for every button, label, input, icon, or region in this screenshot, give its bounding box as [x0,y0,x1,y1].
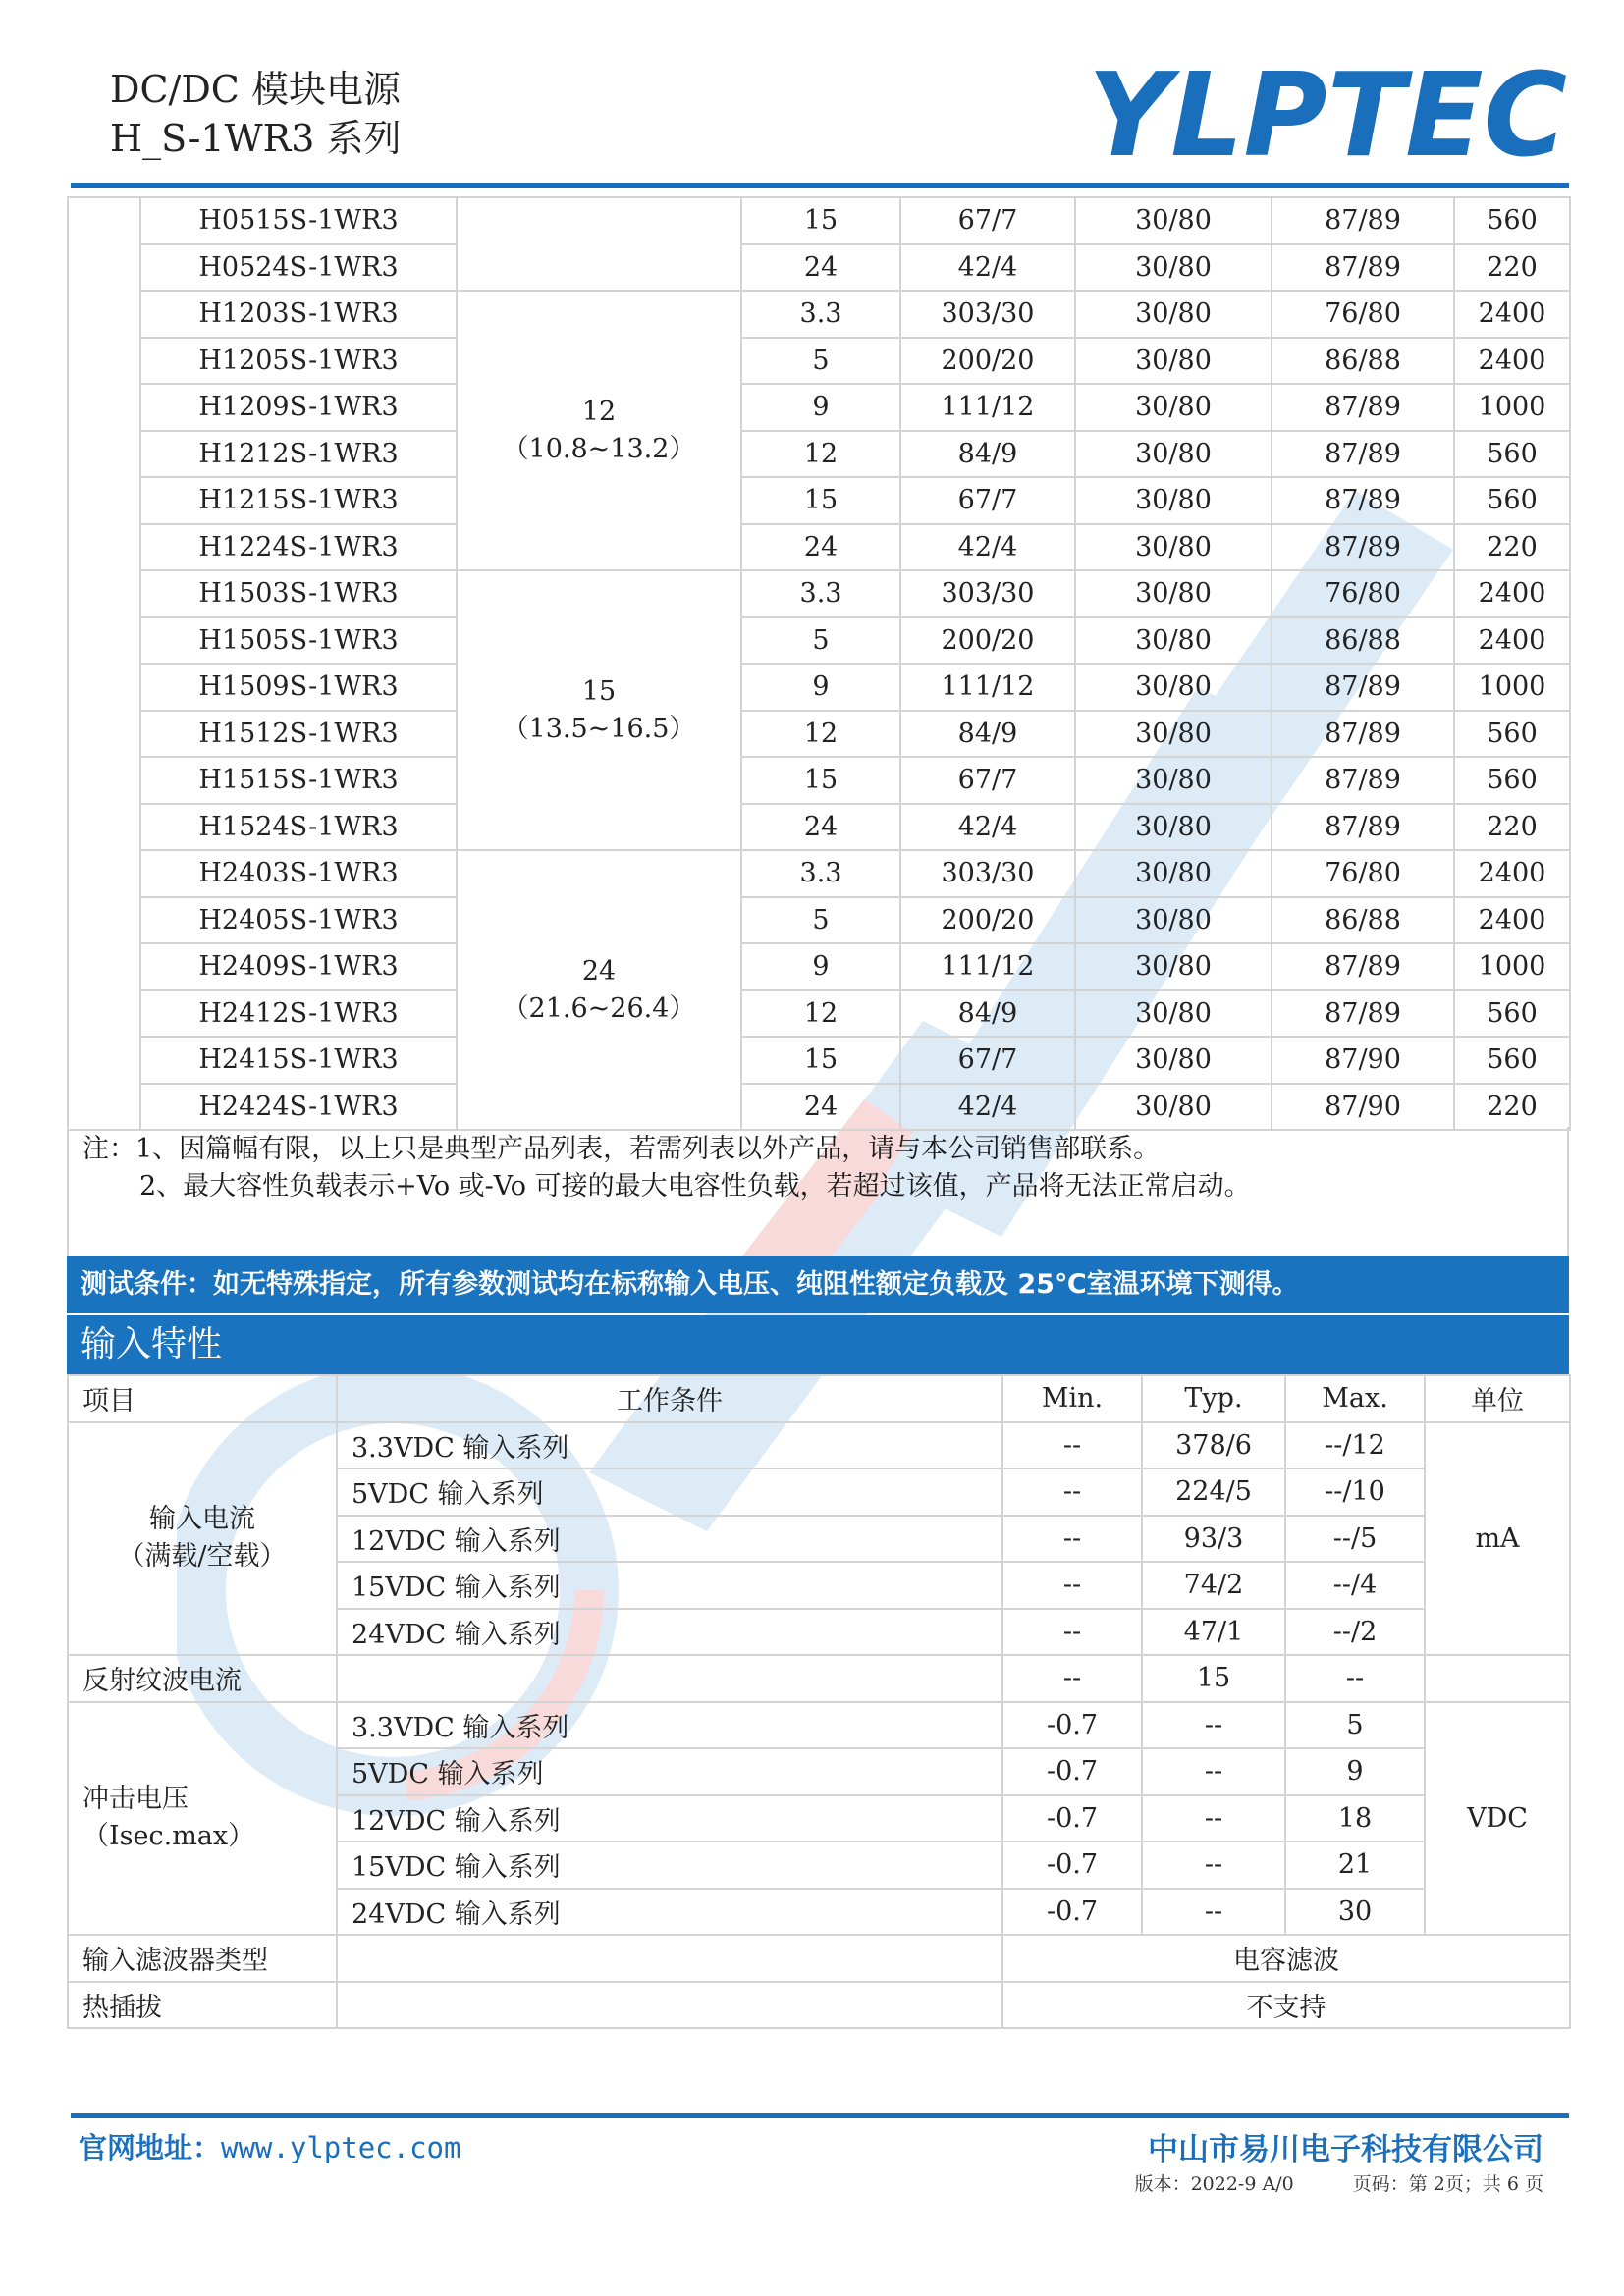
output-current-cell: 42/4 [900,244,1075,292]
title-line-2: H_S-1WR3 系列 [110,117,402,160]
vin-nominal: 24 [581,955,617,987]
model-cell: H1512S-1WR3 [140,711,457,758]
website-label: 官网地址： [79,2131,222,2164]
capacitive-load-cell: 30/80 [1075,291,1272,338]
note-2: 2、最大容性负载表示+Vo 或-Vo 可接的最大电容性负载，若超过该值，产品将无法正常启动。 [139,1171,1251,1201]
output-current-cell: 303/30 [900,850,1075,897]
output-voltage-cell: 15 [741,477,900,524]
max-cap-load-cell: 2400 [1454,570,1570,617]
table-row [68,431,1570,478]
efficiency-cell: 87/89 [1272,943,1454,990]
capacitive-load-cell: 30/80 [1075,664,1272,711]
header-unit: 单位 [1425,1375,1570,1422]
min-cell: -- [1002,1468,1142,1516]
table-row [68,244,1570,292]
table-notes [67,1127,1569,1256]
max-cap-load-cell: 1000 [1454,384,1570,431]
typ-cell: 74/2 [1142,1562,1285,1609]
table-row [68,897,1570,944]
max-cap-load-cell: 220 [1454,244,1570,292]
table-row [68,384,1570,431]
capacitive-load-cell: 30/80 [1075,477,1272,524]
model-cell: H1505S-1WR3 [140,617,457,665]
capacitive-load-cell: 30/80 [1075,197,1272,244]
table-row [68,1084,1570,1131]
table-row [68,943,1570,990]
typ-cell: 378/6 [1142,1422,1285,1469]
capacitive-load-cell: 30/80 [1075,338,1272,385]
typ-cell: 93/3 [1142,1516,1285,1563]
max-cap-load-cell: 560 [1454,197,1570,244]
table-row [68,338,1570,385]
output-voltage-cell: 5 [741,897,900,944]
output-voltage-cell: 12 [741,990,900,1038]
unit-cell [1425,1655,1570,1702]
output-current-cell: 84/9 [900,431,1075,478]
max-cell: -- [1285,1655,1425,1702]
output-voltage-cell: 9 [741,384,900,431]
company-name: 中山市易川电子科技有限公司 [1148,2132,1543,2167]
condition-cell [337,1655,1002,1702]
efficiency-cell: 87/89 [1272,524,1454,571]
table-row [68,664,1570,711]
max-cap-load-cell: 560 [1454,431,1570,478]
input-voltage-cell [457,291,741,570]
condition-cell [337,1982,1002,2029]
output-voltage-cell: 24 [741,524,900,571]
output-current-cell: 200/20 [900,617,1075,665]
efficiency-cell: 87/89 [1272,197,1454,244]
max-cap-load-cell: 2400 [1454,850,1570,897]
min-cell: -- [1002,1516,1142,1563]
min-cell: -0.7 [1002,1702,1142,1749]
model-cell: H2409S-1WR3 [140,943,457,990]
efficiency-cell: 76/80 [1272,291,1454,338]
output-voltage-cell: 3.3 [741,291,900,338]
max-cap-load-cell: 2400 [1454,291,1570,338]
website [79,2126,460,2166]
note-1: 注：1、因篇幅有限，以上只是典型产品列表，若需列表以外产品，请与本公司销售部联系。 [82,1134,1161,1164]
svg-text:YLPTEC: YLPTEC [1088,61,1567,169]
model-cell: H2424S-1WR3 [140,1084,457,1131]
condition-cell: 12VDC 输入系列 [337,1516,1002,1563]
output-voltage-cell: 12 [741,431,900,478]
hotplug-label: 热插拔 [68,1982,337,2029]
max-cell: 30 [1285,1889,1425,1936]
output-voltage-cell: 15 [741,757,900,804]
website-link[interactable]: www.ylptec.com [221,2131,461,2164]
typ-cell: -- [1142,1889,1285,1936]
min-cell: -0.7 [1002,1842,1142,1889]
efficiency-cell: 87/89 [1272,711,1454,758]
output-current-cell: 111/12 [900,943,1075,990]
model-cell: H1524S-1WR3 [140,804,457,851]
max-cell: 9 [1285,1748,1425,1795]
header-max: Max. [1285,1375,1425,1422]
header-min: Min. [1002,1375,1142,1422]
output-current-cell: 84/9 [900,990,1075,1038]
output-current-cell: 42/4 [900,804,1075,851]
input-characteristics-table [67,1374,1571,2029]
max-cell: 18 [1285,1795,1425,1842]
min-cell: -- [1002,1655,1142,1702]
min-cell: -- [1002,1422,1142,1469]
vin-range: （21.6~26.4） [502,992,696,1024]
capacitive-load-cell: 30/80 [1075,850,1272,897]
model-cell: H1215S-1WR3 [140,477,457,524]
vin-range: （13.5~16.5） [502,713,696,744]
item-label-line: （满载/空载） [118,1541,287,1573]
typ-cell: -- [1142,1748,1285,1795]
max-cap-load-cell: 1000 [1454,943,1570,990]
output-current-cell: 200/20 [900,897,1075,944]
test-condition-bar: 测试条件：如无特殊指定，所有参数测试均在标称输入电压、纯阻性额定负载及 25℃室温环境下测得。 [67,1256,1569,1313]
max-cap-load-cell: 220 [1454,524,1570,571]
output-current-cell: 67/7 [900,757,1075,804]
header-rule [71,183,1569,188]
filter-label: 输入滤波器类型 [68,1935,337,1982]
typ-cell: 15 [1142,1655,1285,1702]
capacitive-load-cell: 30/80 [1075,943,1272,990]
capacitive-load-cell: 30/80 [1075,570,1272,617]
product-table-body [68,197,1570,1130]
efficiency-cell: 87/89 [1272,804,1454,851]
max-cell: --/4 [1285,1562,1425,1609]
vin-range: （10.8~13.2） [502,433,696,464]
input-current-label [68,1422,337,1656]
typ-cell: -- [1142,1795,1285,1842]
output-voltage-cell: 9 [741,943,900,990]
input-voltage-cell [457,570,741,850]
efficiency-cell: 86/88 [1272,338,1454,385]
condition-cell [337,1935,1002,1982]
item-label-line: （Isec.max） [82,1821,255,1852]
output-current-cell: 67/7 [900,1037,1075,1084]
table-row [68,850,1570,897]
model-cell: H2415S-1WR3 [140,1037,457,1084]
capacitive-load-cell: 30/80 [1075,757,1272,804]
condition-cell: 12VDC 输入系列 [337,1795,1002,1842]
footer-meta [1135,2169,1543,2196]
efficiency-cell: 87/89 [1272,431,1454,478]
output-voltage-cell: 24 [741,1084,900,1131]
header-condition: 工作条件 [337,1375,1002,1422]
output-voltage-cell: 9 [741,664,900,711]
max-cap-load-cell: 560 [1454,757,1570,804]
table-row [68,757,1570,804]
efficiency-cell: 87/89 [1272,990,1454,1038]
input-voltage-cell [457,197,741,291]
output-current-cell: 42/4 [900,524,1075,571]
capacitive-load-cell: 30/80 [1075,244,1272,292]
capacitive-load-cell: 30/80 [1075,1084,1272,1131]
output-current-cell: 111/12 [900,384,1075,431]
surge-voltage-label [68,1702,337,1936]
output-voltage-cell: 3.3 [741,850,900,897]
output-voltage-cell: 12 [741,711,900,758]
min-cell: -- [1002,1609,1142,1656]
model-cell: H1509S-1WR3 [140,664,457,711]
title-line-1: DC/DC 模块电源 [110,68,401,111]
max-cell: --/2 [1285,1609,1425,1656]
table-row [68,1037,1570,1084]
table-row [68,711,1570,758]
table-row [68,197,1570,244]
max-cap-load-cell: 220 [1454,1084,1570,1131]
typ-cell: -- [1142,1842,1285,1889]
output-current-cell: 303/30 [900,570,1075,617]
max-cell: 5 [1285,1702,1425,1749]
model-cell: H1205S-1WR3 [140,338,457,385]
item-label-line: 输入电流 [149,1504,255,1535]
max-cell: --/5 [1285,1516,1425,1563]
unit-cell: mA [1425,1422,1570,1656]
model-cell: H2405S-1WR3 [140,897,457,944]
efficiency-cell: 86/88 [1272,617,1454,665]
header-typ: Typ. [1142,1375,1285,1422]
model-cell: H0524S-1WR3 [140,244,457,292]
document-title [110,65,402,163]
efficiency-cell: 87/89 [1272,244,1454,292]
output-current-cell: 303/30 [900,291,1075,338]
model-cell: H1503S-1WR3 [140,570,457,617]
table-row [68,524,1570,571]
model-cell: H2403S-1WR3 [140,850,457,897]
typ-cell: -- [1142,1702,1285,1749]
model-cell: H1224S-1WR3 [140,524,457,571]
capacitive-load-cell: 30/80 [1075,804,1272,851]
vin-nominal: 12 [581,396,617,427]
table-row [68,570,1570,617]
max-cell: 21 [1285,1842,1425,1889]
output-current-cell: 84/9 [900,711,1075,758]
max-cap-load-cell: 2400 [1454,338,1570,385]
model-cell: H1209S-1WR3 [140,384,457,431]
capacitive-load-cell: 30/80 [1075,431,1272,478]
product-selection-table [67,196,1571,1131]
min-cell: -0.7 [1002,1748,1142,1795]
max-cap-load-cell: 2400 [1454,617,1570,665]
efficiency-cell: 87/90 [1272,1084,1454,1131]
efficiency-cell: 76/80 [1272,850,1454,897]
output-current-cell: 67/7 [900,197,1075,244]
model-cell: H2412S-1WR3 [140,990,457,1038]
max-cap-load-cell: 560 [1454,1037,1570,1084]
efficiency-cell: 87/90 [1272,1037,1454,1084]
vin-nominal: 15 [581,675,617,707]
filter-value: 电容滤波 [1002,1935,1570,1982]
efficiency-cell: 87/89 [1272,757,1454,804]
ripple-label: 反射纹波电流 [68,1655,337,1702]
output-voltage-cell: 15 [741,1037,900,1084]
output-voltage-cell: 3.3 [741,570,900,617]
min-cell: -- [1002,1562,1142,1609]
condition-cell: 3.3VDC 输入系列 [337,1702,1002,1749]
min-cell: -0.7 [1002,1889,1142,1936]
output-voltage-cell: 15 [741,197,900,244]
header-item: 项目 [68,1375,337,1422]
output-voltage-cell: 5 [741,617,900,665]
output-voltage-cell: 24 [741,244,900,292]
model-cell: H1212S-1WR3 [140,431,457,478]
model-cell: H0515S-1WR3 [140,197,457,244]
output-current-cell: 42/4 [900,1084,1075,1131]
max-cell: --/12 [1285,1422,1425,1469]
table-row [68,617,1570,665]
capacitive-load-cell: 30/80 [1075,617,1272,665]
version-label: 版本：2022-9 A/0 [1134,2173,1294,2195]
item-label-line: 冲击电压 [82,1784,189,1815]
condition-cell: 5VDC 输入系列 [337,1748,1002,1795]
certification-cell [68,197,140,1130]
condition-cell: 5VDC 输入系列 [337,1468,1002,1516]
efficiency-cell: 87/89 [1272,384,1454,431]
capacitive-load-cell: 30/80 [1075,711,1272,758]
typ-cell: 47/1 [1142,1609,1285,1656]
capacitive-load-cell: 30/80 [1075,990,1272,1038]
table-row [68,804,1570,851]
max-cell: --/10 [1285,1468,1425,1516]
efficiency-cell: 87/89 [1272,477,1454,524]
condition-cell: 15VDC 输入系列 [337,1562,1002,1609]
condition-cell: 24VDC 输入系列 [337,1609,1002,1656]
table-row [68,990,1570,1038]
output-current-cell: 200/20 [900,338,1075,385]
table-row [68,1702,1570,1749]
hotplug-value: 不支持 [1002,1982,1570,2029]
max-cap-load-cell: 220 [1454,804,1570,851]
max-cap-load-cell: 1000 [1454,664,1570,711]
table-row [68,1655,1570,1702]
output-voltage-cell: 24 [741,804,900,851]
capacitive-load-cell: 30/80 [1075,1037,1272,1084]
max-cap-load-cell: 560 [1454,477,1570,524]
table-row [68,1935,1570,1982]
model-cell: H1515S-1WR3 [140,757,457,804]
capacitive-load-cell: 30/80 [1075,897,1272,944]
table-header-row [68,1375,1570,1422]
output-current-cell: 67/7 [900,477,1075,524]
max-cap-load-cell: 2400 [1454,897,1570,944]
input-voltage-cell [457,850,741,1130]
model-cell: H1203S-1WR3 [140,291,457,338]
typ-cell: 224/5 [1142,1468,1285,1516]
efficiency-cell: 87/89 [1272,664,1454,711]
max-cap-load-cell: 560 [1454,711,1570,758]
unit-cell: VDC [1425,1702,1570,1936]
ylptec-logo [1088,61,1569,169]
condition-cell: 15VDC 输入系列 [337,1842,1002,1889]
table-row [68,291,1570,338]
section-title-input-characteristics: 输入特性 [67,1315,1569,1374]
max-cap-load-cell: 560 [1454,990,1570,1038]
table-row [68,477,1570,524]
page-number: 页码：第 2页；共 6 页 [1352,2173,1543,2195]
output-current-cell: 111/12 [900,664,1075,711]
footer-rule [71,2113,1569,2118]
efficiency-cell: 86/88 [1272,897,1454,944]
capacitive-load-cell: 30/80 [1075,524,1272,571]
table-row [68,1982,1570,2029]
output-voltage-cell: 5 [741,338,900,385]
condition-cell: 24VDC 输入系列 [337,1889,1002,1936]
capacitive-load-cell: 30/80 [1075,384,1272,431]
input-table-body [68,1422,1570,2029]
efficiency-cell: 76/80 [1272,570,1454,617]
condition-cell: 3.3VDC 输入系列 [337,1422,1002,1469]
table-row [68,1422,1570,1469]
min-cell: -0.7 [1002,1795,1142,1842]
